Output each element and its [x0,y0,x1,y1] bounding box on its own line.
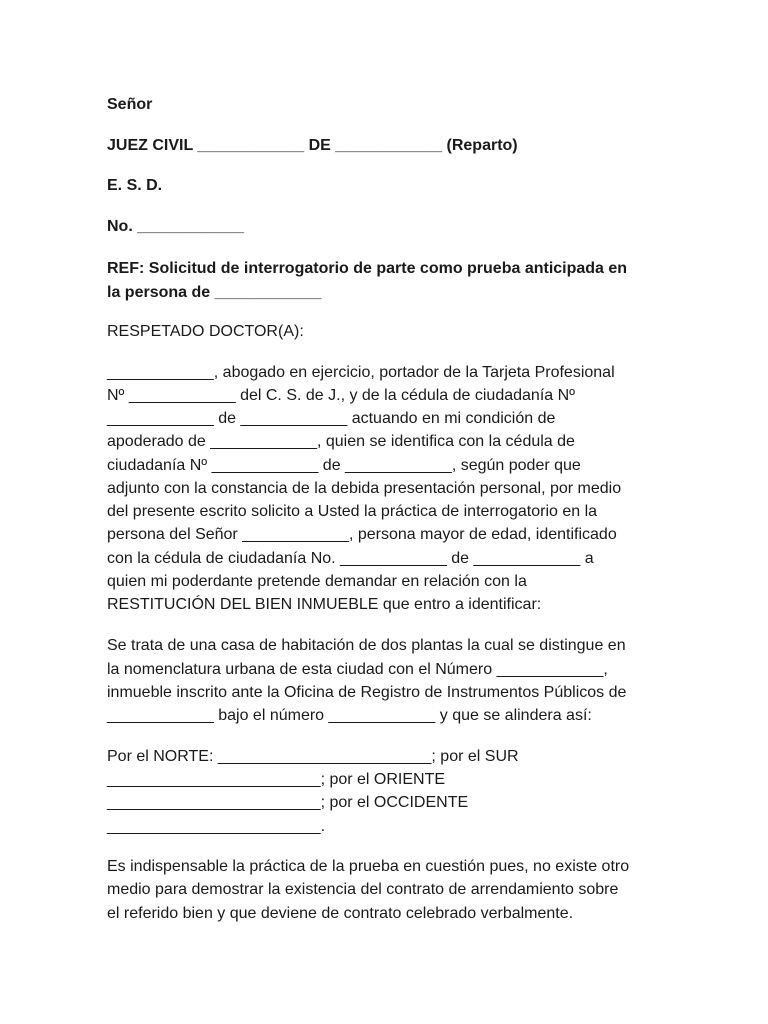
paragraph-line: apoderado de ____________, quien se identifica con la cédula de [107,433,575,450]
paragraph-line: Por el NORTE: ________________________; por el SUR [107,748,519,765]
paragraph-line: ________________________. [107,818,326,835]
paragraph-line: quien mi poderdante pretende demandar en relación con la [107,573,527,590]
paragraph-line: ____________ de ____________ actuando en mi condición de [107,410,556,427]
paragraph-line: Nº ____________ del C. S. de J., y de la cédula de ciudadanía Nº [107,387,576,404]
paragraph-line: ciudadanía Nº ____________ de ____________, según poder que [107,457,581,474]
ref-line: la persona de ____________ [107,284,322,301]
judge-line: JUEZ CIVIL ____________ DE ____________ (Reparto) [107,137,518,154]
paragraph-line: ________________________; por el OCCIDENTE [107,794,469,811]
paragraph-line: ____________, abogado en ejercicio, portador de la Tarjeta Profesional [107,364,615,381]
paragraph-line: con la cédula de ciudadanía No. ____________ de ____________ a [107,550,594,567]
paragraph-line: inmueble inscrito ante la Oficina de Registro de Instrumentos Públicos de [107,684,627,701]
salutation-title: Señor [107,96,153,113]
paragraph-line: ________________________; por el ORIENTE [107,771,446,788]
number-line: No. ____________ [107,218,244,235]
paragraph-line: Es indispensable la práctica de la prueba en cuestión pues, no existe otro [107,858,630,875]
esd-line: E. S. D. [107,177,163,194]
paragraph-line: persona del Señor ____________, persona mayor de edad, identificado [107,526,617,543]
greeting: RESPETADO DOCTOR(A): [107,323,304,340]
ref-line: REF: Solicitud de interrogatorio de parte como prueba anticipada en [107,260,628,277]
paragraph-line: RESTITUCIÓN DEL BIEN INMUEBLE que entro a identificar: [107,596,542,613]
paragraph-line: adjunto con la constancia de la debida presentación personal, por medio [107,480,622,497]
paragraph-line: Se trata de una casa de habitación de dos plantas la cual se distingue en [107,637,626,654]
paragraph-line: la nomenclatura urbana de esta ciudad con el Número ____________, [107,661,608,678]
paragraph-line: el referido bien y que deviene de contrato celebrado verbalmente. [107,905,574,922]
paragraph-line: ____________ bajo el número ____________ y que se alindera así: [107,707,592,724]
paragraph-line: del presente escrito solicito a Usted la práctica de interrogatorio en la [107,503,598,520]
paragraph-line: medio para demostrar la existencia del contrato de arrendamiento sobre [107,881,619,898]
